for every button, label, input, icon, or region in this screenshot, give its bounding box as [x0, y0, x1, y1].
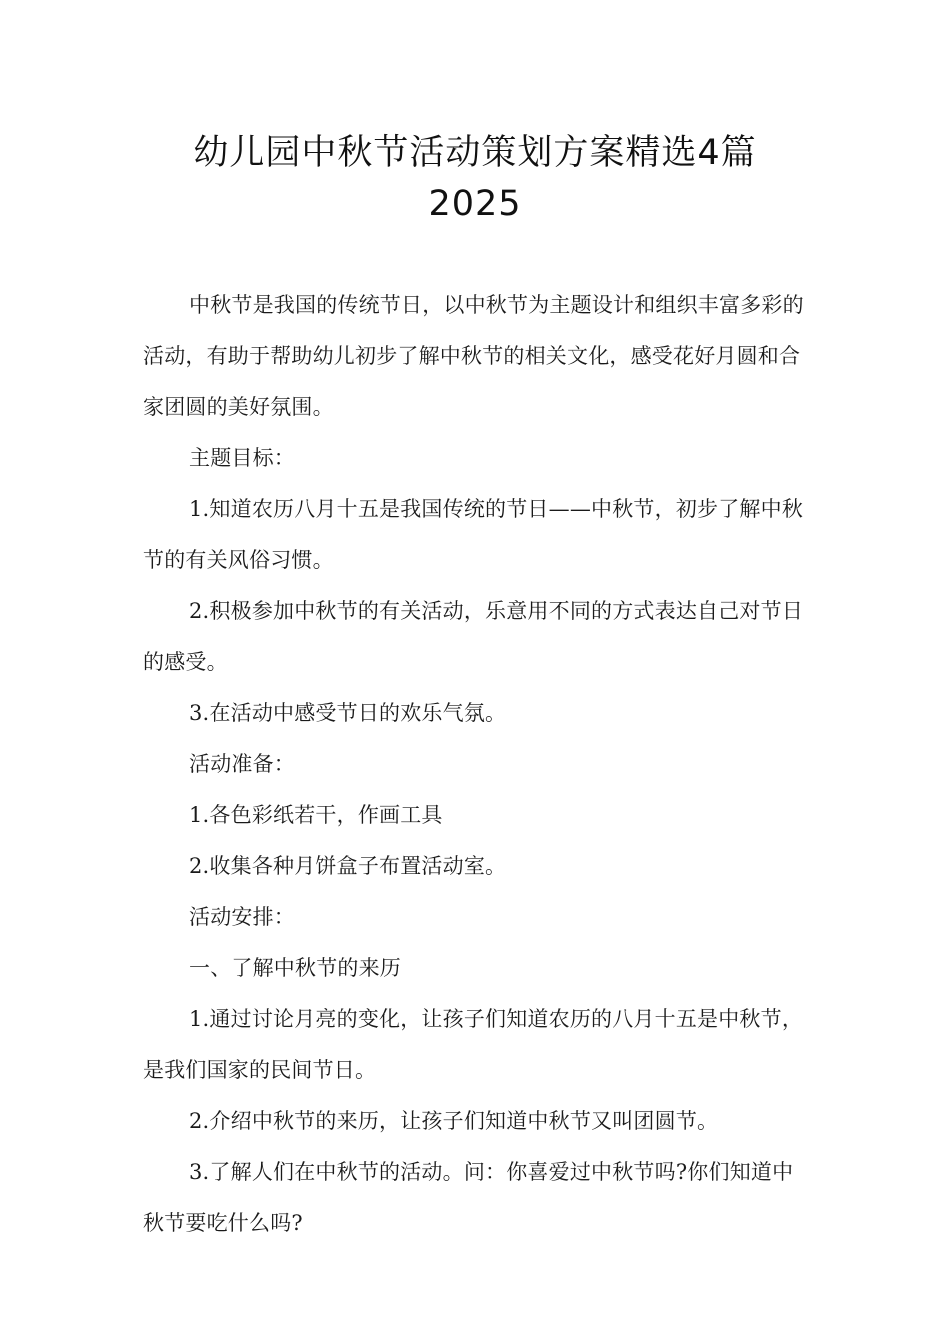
goal-item-3: 3.在活动中感受节日的欢乐气氛。 [189, 701, 507, 725]
preparation-item-2: 2.收集各种月饼盒子布置活动室。 [189, 854, 507, 878]
heading-goals: 主题目标： [189, 446, 295, 470]
arrangement-item-2: 2.介绍中秋节的来历，让孩子们知道中秋节又叫团圆节。 [189, 1109, 719, 1133]
heading-arrangement: 活动安排： [189, 905, 295, 929]
goal-item-2: 2.积极参加中秋节的有关活动，乐意用不同的方式表达自己对节日的感受。 [143, 599, 804, 674]
document-title [120, 128, 830, 230]
arrangement-item-1: 1.通过讨论月亮的变化，让孩子们知道农历的八月十五是中秋节，是我们国家的民间节日。 [143, 1007, 804, 1082]
goal-item-1: 1.知道农历八月十五是我国传统的节日——中秋节，初步了解中秋节的有关风俗习惯。 [143, 497, 804, 572]
section-heading-1: 一、了解中秋节的来历 [189, 956, 401, 980]
document-body [143, 280, 813, 1249]
paragraph-intro: 中秋节是我国的传统节日，以中秋节为主题设计和组织丰富多彩的活动，有助于帮助幼儿初步了解中秋节的相关文化，感受花好月圆和合家团圆的美好氛围。 [143, 293, 804, 419]
title-line-1: 幼儿园中秋节活动策划方案精选4篇 [193, 133, 757, 173]
title-line-2: 2025 [428, 184, 522, 224]
arrangement-item-3: 3.了解人们在中秋节的活动。问：你喜爱过中秋节吗?你们知道中秋节要吃什么吗? [143, 1160, 794, 1235]
heading-preparation: 活动准备： [189, 752, 295, 776]
preparation-item-1: 1.各色彩纸若干，作画工具 [189, 803, 443, 827]
